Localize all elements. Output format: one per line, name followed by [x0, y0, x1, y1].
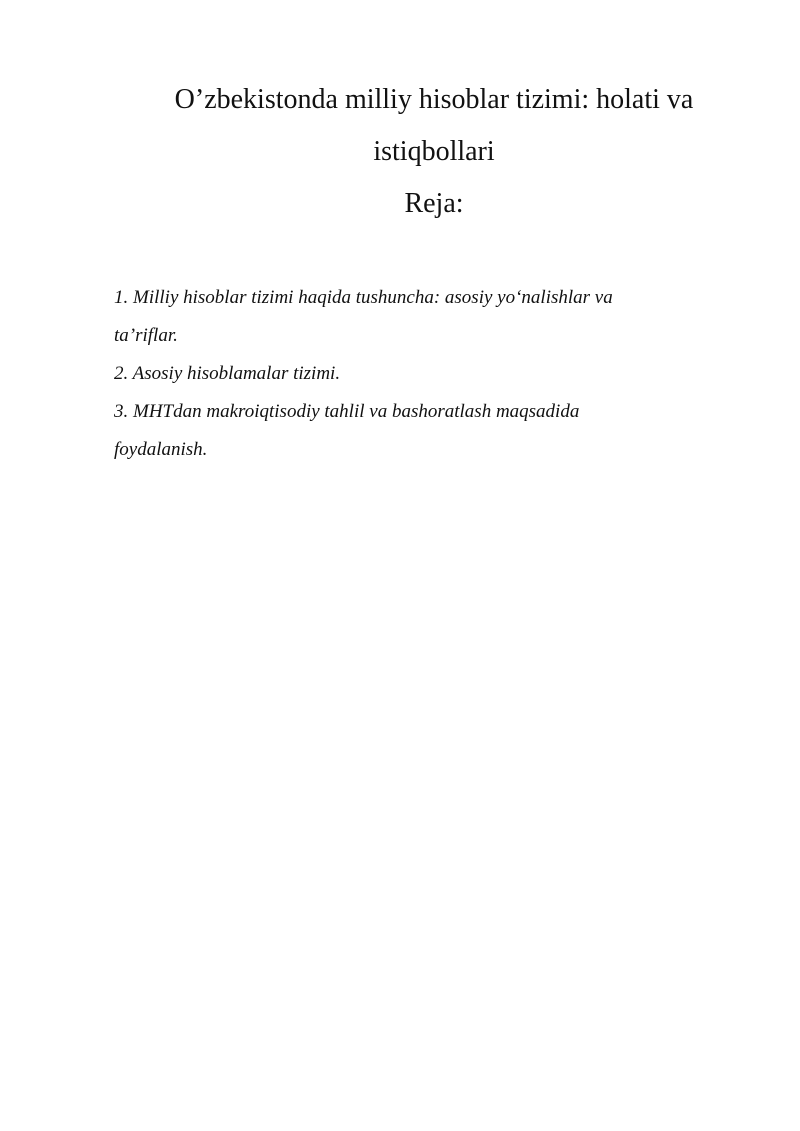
document-title-line-2: istiqbollari [373, 136, 495, 167]
plan-item-3-line-1: 3. MHTdan makroiqtisodiy tahlil va bashoratlash maqsadida [114, 401, 580, 422]
document-title-line-1: O’zbekistonda milliy hisoblar tizimi: holati va [174, 84, 694, 115]
title-block [114, 74, 754, 230]
plan-list [114, 279, 714, 469]
plan-item-1-line-1: 1. Milliy hisoblar tizimi haqida tushuncha: asosiy yo‘nalishlar va [114, 287, 613, 308]
plan-heading: Reja: [404, 188, 464, 219]
plan-item-1-line-2: ta’riflar. [114, 325, 178, 346]
plan-item-2: 2. Asosiy hisoblamalar tizimi. [114, 363, 341, 384]
plan-item-3-line-2: foydalanish. [114, 439, 208, 460]
